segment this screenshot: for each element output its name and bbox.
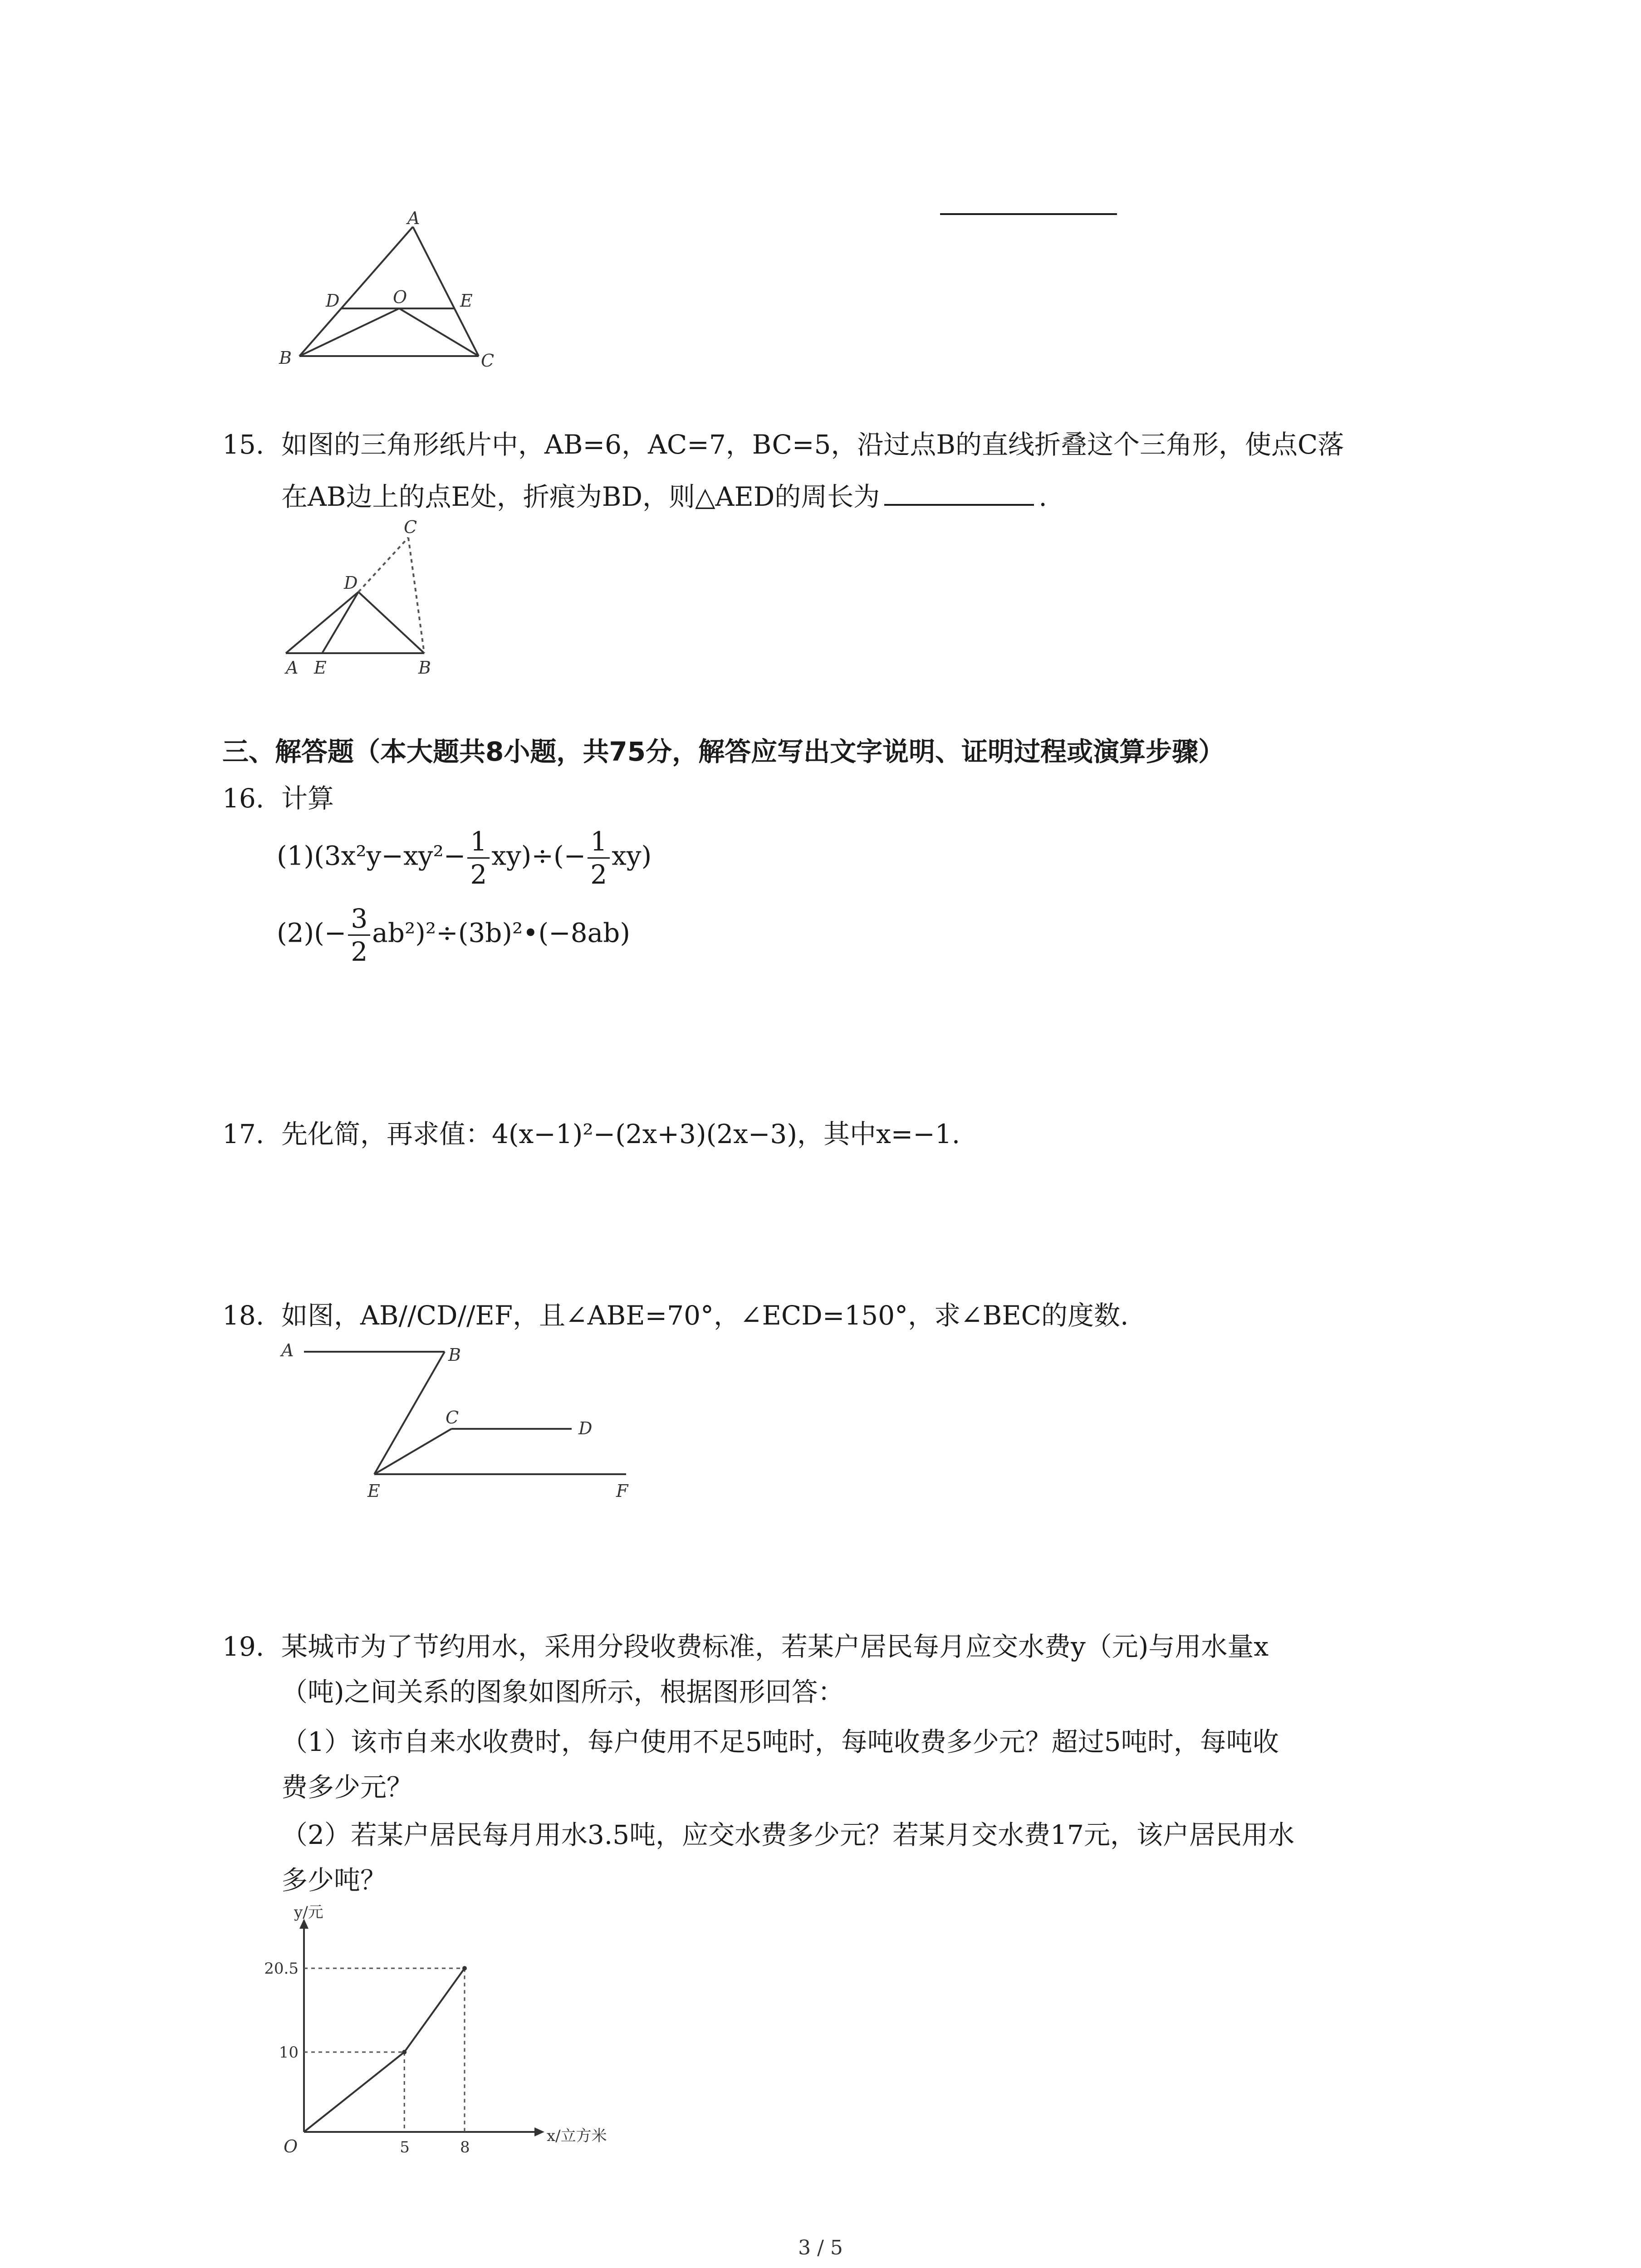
q16-part1-frac2-num: 1 <box>588 826 610 859</box>
data-point-2 <box>462 1966 467 1970</box>
q18-label-b: B <box>448 1345 461 1365</box>
q18-figure <box>272 1334 644 1506</box>
q16-part1-frac1-den: 2 <box>470 859 487 890</box>
q15-label-d: D <box>344 573 358 593</box>
q19-text-line1: 某城市为了节约用水，采用分段收费标准，若某户居民每月应交水费y（元)与用水量x <box>281 1631 1269 1662</box>
q17-line1 <box>222 1111 960 1157</box>
q16-part2-frac-den: 2 <box>351 936 368 967</box>
q19-line4: 费多少元？ <box>281 1772 413 1803</box>
q16-part1-frac2-den: 2 <box>590 859 607 890</box>
q15-label-e: E <box>314 658 327 678</box>
q15-text-line1: 如图的三角形纸片中，AB=6，AC=7，BC=5，沿过点B的直线折叠这个三角形，使点C落 <box>281 429 1344 460</box>
q16-part1-c: xy) <box>612 840 652 871</box>
q19-chart <box>263 1903 608 2166</box>
q16-part2-b: ab²)²÷(3b)²•(−8ab) <box>372 917 630 948</box>
q18-number: 18. <box>222 1300 265 1331</box>
q18-text: 如图，AB//CD//EF，且∠ABE=70°，∠ECD=150°，求∠BEC的度数. <box>281 1300 1129 1331</box>
q15-number: 15. <box>222 429 265 460</box>
q18-label-e: E <box>367 1481 380 1501</box>
section-3-heading: 三、解答题（本大题共8小题，共75分，解答应写出文字说明、证明过程或演算步骤） <box>222 736 1225 767</box>
q14-label-c: C <box>481 351 495 371</box>
x-tick-label-5: 5 <box>400 2138 410 2156</box>
q15-answer-blank[interactable] <box>884 478 1034 506</box>
q18-label-c: C <box>446 1408 459 1427</box>
data-point-1 <box>402 2050 407 2054</box>
origin-label: O <box>284 2136 298 2156</box>
q15-line2 <box>281 474 1047 519</box>
y-tick-label-10: 10 <box>279 2043 299 2062</box>
page-number: 3 / 5 <box>798 2236 843 2259</box>
q15-label-c: C <box>404 517 417 537</box>
q17-text: 先化简，再求值：4(x−1)²−(2x+3)(2x−3)，其中x=−1. <box>281 1119 960 1149</box>
q16-line1 <box>222 776 334 821</box>
q19-line3: （1）该市自来水收费时，每户使用不足5吨时，每吨收费多少元？超过5吨时，每吨收 <box>281 1726 1279 1757</box>
chart-guides <box>304 1968 465 2132</box>
q19-line1 <box>222 1624 1269 1669</box>
q19-line2: （吨)之间关系的图象如图所示，根据图形回答： <box>281 1677 844 1707</box>
q14-label-o: O <box>393 287 407 307</box>
q14-label-b: B <box>279 348 292 368</box>
q15-figure <box>272 517 463 680</box>
q16-part1-frac1-num: 1 <box>467 826 490 859</box>
q16-part1-b: xy)÷(− <box>491 840 586 871</box>
q16-part2-a: (2)(− <box>277 917 347 948</box>
q16-part1-frac1 <box>467 826 490 890</box>
q16-part2-frac-num: 3 <box>348 903 370 936</box>
q19-line6: 多少吨？ <box>281 1865 387 1896</box>
y-axis-label: y/元 <box>294 1903 323 1921</box>
q14-label-d: D <box>326 291 340 311</box>
series-line <box>304 1968 465 2132</box>
chart-labels <box>264 1903 607 2156</box>
q16-part1 <box>277 826 652 890</box>
q16-part1-frac2 <box>588 826 610 890</box>
q19-line5: （2）若某户居民每月用水3.5吨，应交水费多少元？若某月交水费17元，该户居民用水 <box>281 1819 1294 1850</box>
q14-label-a: A <box>407 208 420 228</box>
q16-part2-frac <box>348 903 370 968</box>
q15-text-end: . <box>1038 481 1047 512</box>
q18-label-f: F <box>616 1481 628 1501</box>
q16-title: 计算 <box>281 783 334 814</box>
x-tick-label-8: 8 <box>460 2138 470 2156</box>
q17-number: 17. <box>222 1119 265 1149</box>
q16-number: 16. <box>222 783 265 814</box>
q18-label-a: A <box>281 1340 294 1360</box>
q15-label-b: B <box>418 658 431 678</box>
x-axis-arrow <box>534 2127 544 2136</box>
x-axis-label: x/立方米 <box>547 2127 607 2145</box>
q14-answer-blank[interactable] <box>940 213 1117 215</box>
q15-text-line2: 在AB边上的点E处，折痕为BD，则△AED的周长为 <box>281 481 880 512</box>
q15-line1 <box>222 422 1344 467</box>
q16-part1-a: (1)(3x²y−xy²− <box>277 840 466 871</box>
q19-number: 19. <box>222 1631 265 1662</box>
y-tick-label-20.5: 20.5 <box>264 1960 299 1978</box>
q14-label-e: E <box>460 291 473 311</box>
chart-series <box>304 1966 467 2132</box>
q16-part2 <box>277 903 630 968</box>
q18-line1 <box>222 1293 1128 1338</box>
q15-label-a: A <box>286 658 299 678</box>
q18-label-d: D <box>578 1418 593 1438</box>
q14-figure <box>254 204 508 376</box>
